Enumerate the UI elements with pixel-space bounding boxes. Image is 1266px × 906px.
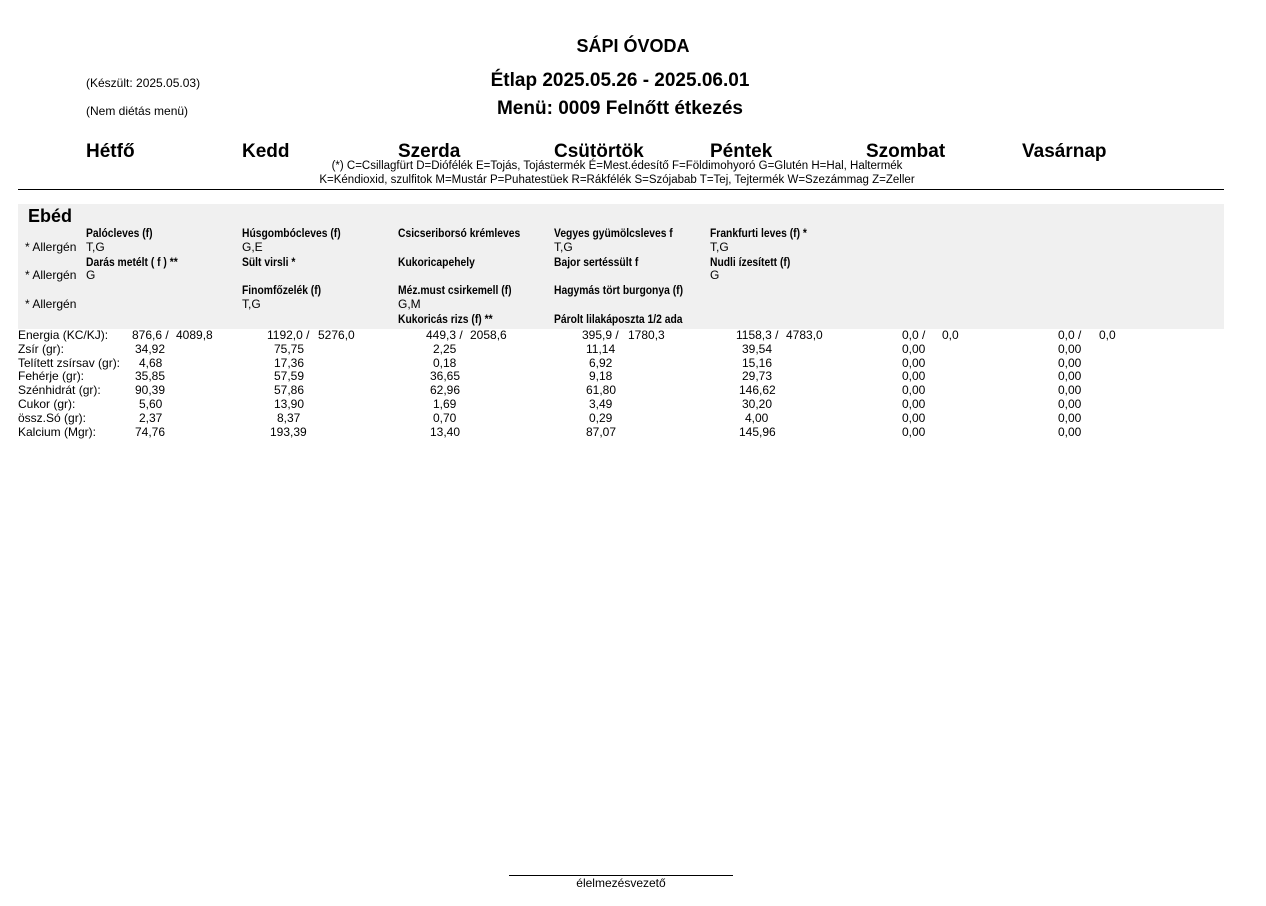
energy-kcal: 876,6 /	[132, 328, 169, 342]
nutrient-value: 0,00	[1058, 397, 1082, 411]
dish-name: Párolt lilakáposzta 1/2 ada	[554, 312, 683, 326]
nutrient-value: 0,00	[1058, 369, 1082, 383]
dish-name: Finomfőzelék (f)	[242, 283, 322, 297]
dish-name: Hagymás tört burgonya (f)	[554, 283, 684, 297]
nutrient-value: 2,25	[433, 342, 457, 356]
nutrient-value: 62,96	[430, 383, 461, 397]
nutrient-value: 0,00	[902, 425, 926, 439]
nutrient-label: Telített zsírsav (gr):	[18, 356, 121, 370]
nutrient-value: 0,00	[902, 383, 926, 397]
nutrient-value: 87,07	[586, 425, 617, 439]
dish-allergens: T,G	[86, 240, 105, 254]
nutrient-value: 6,92	[589, 356, 613, 370]
energy-kcal: 0,0 /	[902, 328, 926, 342]
nutrient-value: 0,70	[433, 411, 457, 425]
dish-allergens: T,G	[242, 297, 261, 311]
day-heading-thursday: Csütörtök	[554, 141, 644, 162]
nutrient-value: 0,00	[902, 397, 926, 411]
nutrient-label: Szénhidrát (gr):	[18, 383, 101, 397]
nutrient-label: Energia (KC/KJ):	[18, 328, 109, 342]
nutrient-value: 4,00	[745, 411, 769, 425]
nutrient-value: 17,36	[274, 356, 305, 370]
dish-name: Frankfurti leves (f) *	[710, 226, 807, 240]
energy-kj: 4089,8	[176, 328, 213, 342]
nutrient-value: 57,86	[274, 383, 305, 397]
dish-name: Sült virsli *	[242, 255, 296, 269]
allergen-label: * Allergén	[25, 297, 77, 311]
nutrient-value: 75,75	[274, 342, 305, 356]
dish-name: Kukoricás rizs (f) **	[398, 312, 493, 326]
energy-kj: 5276,0	[318, 328, 355, 342]
day-heading-wednesday: Szerda	[398, 141, 461, 162]
nutrient-value: 4,68	[139, 356, 163, 370]
nutrient-value: 13,90	[274, 397, 305, 411]
nutrient-value: 30,20	[742, 397, 773, 411]
nutrient-value: 39,54	[742, 342, 773, 356]
energy-kcal: 449,3 /	[426, 328, 463, 342]
energy-kcal: 0,0 /	[1058, 328, 1082, 342]
dish-allergens: G	[86, 268, 96, 282]
nutrient-value: 0,00	[1058, 383, 1082, 397]
nutrient-value: 0,00	[1058, 342, 1082, 356]
day-heading-sunday: Vasárnap	[1022, 141, 1107, 162]
dish-allergens: G,M	[398, 297, 421, 311]
day-heading-saturday: Szombat	[866, 141, 946, 162]
energy-kcal: 1192,0 /	[267, 328, 310, 342]
nutrient-label: Fehérje (gr):	[18, 369, 85, 383]
energy-kj: 0,0	[1099, 328, 1116, 342]
dish-name: Nudli ízesített (f)	[710, 255, 791, 269]
dish-name: Kukoricapehely	[398, 255, 475, 269]
dish-allergens: G,E	[242, 240, 263, 254]
menu-name: Menü: 0009 Felnőtt étkezés	[496, 98, 744, 119]
diet-note: (Nem diétás menü)	[86, 104, 189, 118]
dish-name: Méz.must csirkemell (f)	[398, 283, 512, 297]
energy-kj: 4783,0	[786, 328, 823, 342]
header-divider	[18, 189, 1224, 190]
nutrient-value: 193,39	[270, 425, 307, 439]
energy-kcal: 1158,3 /	[736, 328, 779, 342]
nutrient-value: 0,00	[902, 411, 926, 425]
nutrient-value: 146,62	[739, 383, 776, 397]
energy-kj: 0,0	[942, 328, 959, 342]
dish-name: Darás metélt ( f ) **	[86, 255, 178, 269]
energy-kj: 1780,3	[628, 328, 665, 342]
allergen-label: * Allergén	[25, 268, 77, 282]
nutrient-value: 1,69	[433, 397, 457, 411]
dish-allergens: G	[710, 268, 720, 282]
nutrient-value: 90,39	[135, 383, 166, 397]
nutrient-value: 0,18	[433, 356, 457, 370]
institution-name: SÁPI ÓVODA	[576, 36, 690, 56]
allergen-legend-line-2: K=Kéndioxid, szulfitok M=Mustár P=Puhatestüek R=Rákfélék S=Szójabab T=Tej, Tejtermék W=Szezámmag Z=Zeller	[319, 174, 915, 186]
nutrient-label: össz.Só (gr):	[18, 411, 87, 425]
nutrient-value: 2,37	[139, 411, 163, 425]
nutrient-label: Cukor (gr):	[18, 397, 76, 411]
dish-name: Palócleves (f)	[86, 226, 153, 240]
nutrient-value: 13,40	[430, 425, 461, 439]
dish-allergens: T,G	[554, 240, 573, 254]
made-date: (Készült: 2025.05.03)	[86, 76, 201, 90]
nutrient-value: 74,76	[135, 425, 166, 439]
nutrient-value: 0,00	[902, 342, 926, 356]
nutrient-value: 61,80	[586, 383, 617, 397]
day-heading-monday: Hétfő	[86, 141, 135, 162]
nutrient-value: 11,14	[586, 342, 616, 356]
nutrient-value: 15,16	[742, 356, 773, 370]
nutrient-value: 9,18	[589, 369, 613, 383]
meal-title: Ebéd	[28, 206, 73, 226]
nutrient-value: 0,00	[902, 369, 926, 383]
nutrient-value: 29,73	[742, 369, 773, 383]
day-heading-friday: Péntek	[710, 141, 773, 162]
day-heading-tuesday: Kedd	[242, 141, 290, 162]
energy-kcal: 395,9 /	[582, 328, 619, 342]
nutrient-label: Zsír (gr):	[18, 342, 64, 356]
nutrient-value: 8,37	[277, 411, 301, 425]
signature-label: élelmezésvezető	[576, 876, 666, 890]
nutrient-value: 34,92	[135, 342, 166, 356]
nutrient-value: 0,00	[1058, 411, 1082, 425]
nutrient-value: 0,29	[589, 411, 613, 425]
nutrient-value: 0,00	[1058, 425, 1082, 439]
dish-name: Bajor sertéssült f	[554, 255, 639, 269]
nutrient-value: 5,60	[139, 397, 163, 411]
energy-kj: 2058,6	[470, 328, 507, 342]
nutrient-value: 36,65	[430, 369, 461, 383]
allergen-legend-line-1: (*) C=Csillagfürt D=Diófélék E=Tojás, Tojástermék É=Mest.édesítő F=Földimohyoró G=Glutén H=Hal, Haltermék	[331, 160, 903, 172]
nutrient-value: 0,00	[1058, 356, 1082, 370]
nutrient-value: 35,85	[135, 369, 166, 383]
menu-period: Étlap 2025.05.26 - 2025.06.01	[490, 70, 750, 91]
dish-name: Csicseriborsó krémleves	[398, 226, 521, 240]
nutrient-value: 145,96	[739, 425, 776, 439]
dish-name: Vegyes gyümölcsleves f	[554, 226, 673, 240]
dish-allergens: T,G	[710, 240, 729, 254]
nutrient-value: 3,49	[589, 397, 613, 411]
dish-name: Húsgombócleves (f)	[242, 226, 341, 240]
allergen-label: * Allergén	[25, 240, 77, 254]
nutrient-value: 0,00	[902, 356, 926, 370]
nutrient-value: 57,59	[274, 369, 305, 383]
nutrient-label: Kalcium (Mgr):	[18, 425, 97, 439]
